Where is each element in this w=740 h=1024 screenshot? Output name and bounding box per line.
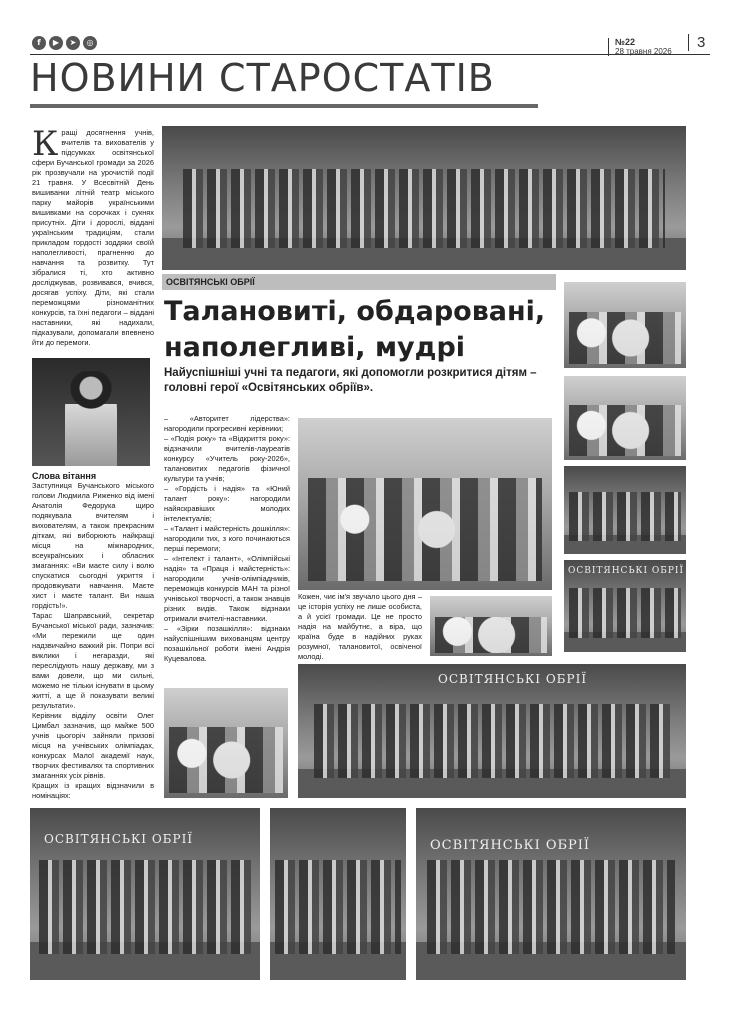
photo-group-small (564, 560, 686, 652)
paragraph: Тарас Шаправський, секретар Бучанської міської ради, зазначив: «Ми пережили ще один надзвичайно важкий рік. Попри всі виклики і негаразди, які переслідують нашу державу, ми з вами довели, що ми сильні, можемо не тільки існувати в цьому житті, а ще й показувати великі результати». (32, 611, 154, 710)
article-left-column (32, 470, 154, 801)
photo-group-stage-bottom-left (30, 808, 260, 980)
photo-audience (298, 418, 552, 590)
issue-date: 28 травня 2026 (615, 47, 672, 56)
photo-award-3 (564, 466, 686, 554)
instagram-icon[interactable]: ◎ (83, 36, 97, 50)
photo-award-handover (164, 688, 288, 798)
article-middle-column (164, 414, 290, 664)
section-title-rule (30, 104, 538, 108)
facebook-icon[interactable]: f (32, 36, 46, 50)
photo-group-stage-middle (298, 664, 686, 798)
section-title: НОВИНИ СТАРОСТАТІВ (30, 56, 495, 100)
article-headline: Талановиті, обдаровані, наполегливі, мудрі (164, 296, 546, 363)
closing-paragraph: Кожен, чиє ім'я звучало цього дня – це історія успіху не лише особиста, а й усієї громади. Це не просто надія на майбутнє, а віра, що країна буде в надійних руках розумної, талановитої, освіченої молоді. (298, 592, 422, 661)
photo-award-2 (564, 376, 686, 460)
photo-group-stage-bottom-right (416, 808, 686, 980)
telegram-icon[interactable]: ➤ (66, 36, 80, 50)
stage-banner-text: ОСВІТЯНСЬКІ ОБРІЇ (438, 672, 588, 686)
article-right-column (298, 592, 422, 662)
stage-banner-text: ОСВІТЯНСЬКІ ОБРІЇ (568, 566, 685, 576)
photo-group-stage-top (162, 126, 686, 270)
photo-teachers (430, 596, 552, 656)
nomination-item: – «Авторитет лідерства»: нагородили прогресивні керівники; (164, 414, 290, 433)
paragraph: Керівник відділу освіти Олег Цимбал зазначив, що майже 500 учнів цьогоріч зайняли призові місця на учнівських олімпіадах, конкурсах Малої академії наук, творчих фестивалях та спортивних змаганнях усіх рівнів. (32, 711, 154, 780)
page-number: 3 (688, 34, 705, 51)
article-kicker: ОСВІТЯНСЬКІ ОБРІЇ (162, 274, 556, 290)
stage-banner-text: ОСВІТЯНСЬКІ ОБРІЇ (44, 832, 194, 846)
article-deck: Найуспішніші учні та педагоги, які допомогли розкритися дітям – головні герої «Освітянських обріїв». (164, 367, 537, 394)
paragraph: Кращих із кращих відзначили в номінаціях: (32, 781, 154, 800)
issue-number: №22 (615, 37, 636, 47)
photo-award-1 (564, 282, 686, 368)
stage-banner-text: ОСВІТЯНСЬКІ ОБРІЇ (430, 838, 591, 853)
nomination-item: – «Інтелект і талант», «Олімпійські надія» та «Праця і майстерність»: нагородили учнів-олімпіадників, переможців конкурсів МАН та різної учнівської творчості, а також знавців різних видів. Також відзнаки отримали вчителі-наставники. (164, 554, 290, 623)
subhead-greeting: Слова вітання (32, 471, 97, 481)
social-links (32, 36, 97, 50)
intro-text: ращі досягнення учнів, вчителів та вихователів у підсумках освітянської сфери Бучанської громади за 2026 рік прозвучали на урочистій події 21 травня. У Всесвітній День вишиванки літній театр міського парку майорів українськими вишивками на сорочках і сукнях присутніх. Діти і дорослі, віддані українським традиціям, стали прикладом гордості зоддяки своїй наполегливості, прагненню до навчання та розвитку. Тут зібралися ті, хто активно досліджував, розвивався, вчився, досягав успіху. Діти, які стали переможцями різноманітних конкурсів, та їхні педагоги – віддані наставники, які надихали, підказували, допомагали впевнено йти до перемоги. (32, 128, 154, 347)
nomination-item: – «Талант і майстерність дошкілля»: нагородили тих, з кого починаються перші перемоги; (164, 524, 290, 553)
photo-award-bottom-center (270, 808, 406, 980)
nomination-item: – «Зірки позашкілля»: відзнаки найуспішнішим вихованцям центру позашкільної роботи імені Андрія Куцевалова. (164, 624, 290, 663)
nomination-item: – «Подія року» та «Відкриття року»: відзначили вчителів-лауреатів конкурсу «Учитель року-2026», талановитих педагогів фізичної культури та учнів; (164, 434, 290, 483)
paragraph: Заступниця Бучанського міського голови Людмила Риженко від імені Анатолія Федорука щиро подякувала вчителям і вихователям, а також прекрасним діткам, які виборюють найкращі місця на міжнародних, всеукраїнських і обласних змаганнях: «Ви маєте силу і волю спускатися сьогодні укриття і продовжувати навчання. Маєте хист і маєте талант. Ви наша гордість!». (32, 481, 154, 610)
photo-speaker-portrait (32, 358, 150, 466)
issue-info (608, 38, 672, 56)
article-intro (32, 124, 154, 348)
youtube-icon[interactable]: ▶ (49, 36, 63, 50)
nomination-item: – «Гордість і надія» та «Юний талант року»: нагородили найяскравіших молодих інтелектуалів; (164, 484, 290, 523)
dropcap: К (32, 124, 59, 164)
